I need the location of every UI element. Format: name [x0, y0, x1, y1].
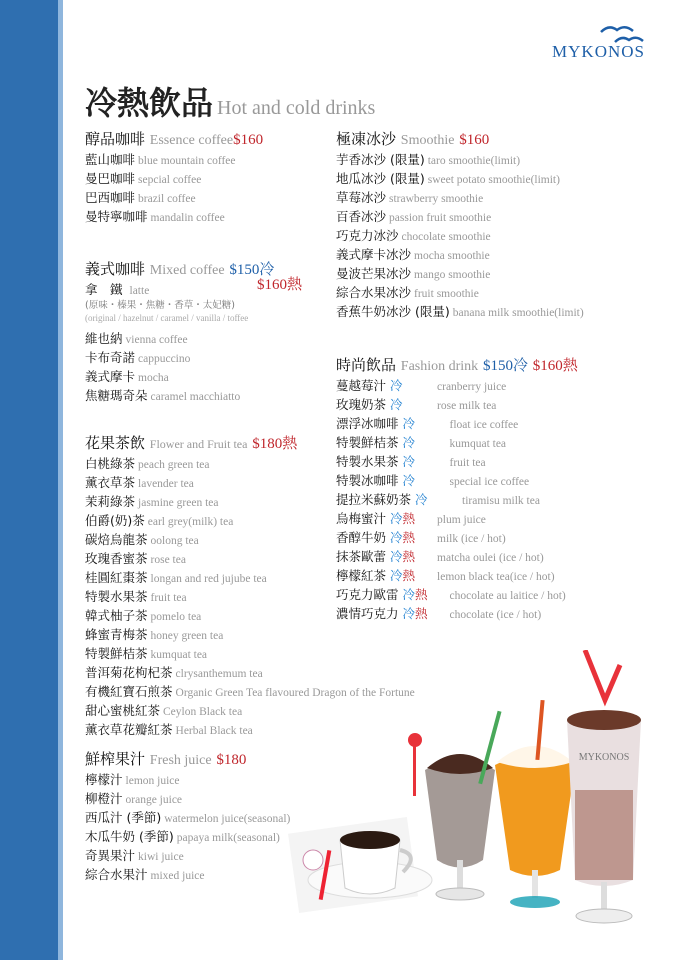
item-name-zh: 玫瑰香蜜茶 — [85, 551, 148, 566]
list-item — [336, 490, 656, 509]
cold-tag: 冷 — [402, 606, 416, 621]
item-name-en: rose tea — [150, 554, 186, 566]
item-name-zh: 提拉米蘇奶茶 — [336, 492, 412, 507]
temperature-tags — [403, 585, 447, 604]
section-price: $160 — [459, 132, 490, 148]
section-title-zh: 鮮榨果汁 — [85, 750, 146, 768]
list-item — [85, 329, 325, 348]
list-item — [85, 188, 325, 207]
item-name-zh: 維也納 — [85, 331, 123, 346]
page-title-en: Hot and cold drinks — [217, 97, 376, 119]
section-title-en: Fashion drink — [400, 359, 479, 374]
coffee-cup-illustration — [288, 817, 432, 913]
side-bar — [0, 0, 58, 960]
section-title-zh: 醇品咖啡 — [85, 130, 146, 148]
fashion-drink-section — [336, 354, 656, 623]
list-item — [336, 283, 656, 302]
item-name-zh: 木瓜牛奶 (季節) — [85, 829, 174, 844]
list-item — [336, 226, 656, 245]
list-item — [85, 150, 325, 169]
side-bar-stripe — [58, 0, 63, 960]
temperature-tags — [390, 566, 434, 585]
item-name-en: chocolate (ice / hot) — [449, 609, 542, 621]
hot-tag: 熱 — [402, 511, 416, 526]
item-name-zh: 特製水果茶 — [336, 454, 399, 469]
list-item — [85, 367, 325, 386]
cold-tag: 冷 — [402, 416, 416, 431]
menu-list — [85, 329, 325, 405]
list-item — [85, 587, 325, 606]
item-name-zh: 特製水果茶 — [85, 589, 148, 604]
item-name-zh: 普洱菊花枸杞茶 — [85, 665, 173, 680]
item-name-zh: 伯爵(奶)茶 — [85, 513, 145, 528]
item-name-zh: 義式摩卡冰沙 — [336, 247, 412, 262]
item-name-zh: 有機紅寶石煎茶 — [85, 684, 173, 699]
item-name-zh: 卡布奇諾 — [85, 350, 136, 365]
menu-list — [336, 376, 656, 623]
temperature-tags — [390, 528, 434, 547]
item-name-zh: 抹茶歐蕾 — [336, 549, 387, 564]
item-name-en: mocha smoothie — [414, 250, 490, 262]
cold-tag: 冷 — [415, 492, 428, 507]
item-name-en: blue mountain coffee — [138, 155, 236, 167]
temperature-tags — [390, 509, 434, 528]
item-name-zh: 白桃綠茶 — [85, 456, 136, 471]
item-name-en: taro smoothie(limit) — [427, 155, 521, 167]
item-name-en: vienna coffee — [125, 334, 188, 346]
item-name-en: milk (ice / hot) — [437, 533, 506, 545]
item-name-zh: 義式摩卡 — [85, 369, 136, 384]
list-item — [85, 207, 325, 226]
list-item — [85, 473, 325, 492]
item-name-en: mixed juice — [150, 870, 205, 882]
price-hot: $160熱 — [532, 358, 578, 374]
item-name-en: cranberry juice — [437, 381, 507, 393]
item-name-zh: 奇異果汁 — [85, 848, 136, 863]
item-name-zh: 蜂蜜青梅茶 — [85, 627, 148, 642]
cold-tag: 冷 — [390, 511, 403, 526]
brand-name: MYKONOS — [552, 42, 645, 61]
item-name-en: banana milk smoothie(limit) — [452, 307, 584, 319]
list-item — [85, 530, 325, 549]
item-name-en: mango smoothie — [414, 269, 491, 281]
list-item — [85, 492, 325, 511]
item-name-zh: 檸檬紅茶 — [336, 568, 387, 583]
cold-tag: 冷 — [402, 454, 416, 469]
item-name-zh: 巧克力歐雷 — [336, 587, 399, 602]
section-title-en: Fresh juice — [149, 753, 212, 768]
section-title-zh: 義式咖啡 — [85, 260, 146, 278]
temperature-tags — [403, 604, 447, 623]
item-name-zh: 茉莉綠茶 — [85, 494, 136, 509]
item-name-zh: 地瓜冰沙 (限量) — [336, 171, 425, 186]
item-name-en: chocolate au laitice / hot) — [449, 590, 566, 602]
list-item — [336, 150, 656, 169]
list-item — [85, 348, 325, 367]
list-item — [336, 452, 656, 471]
temperature-tags — [403, 452, 447, 471]
item-name-en: matcha oulei (ice / hot) — [437, 552, 544, 564]
list-item — [85, 386, 325, 405]
item-name-zh: 韓式柚子茶 — [85, 608, 148, 623]
item-name-en: plum juice — [437, 514, 486, 526]
list-item — [336, 585, 656, 604]
item-name-zh: 漂浮冰咖啡 — [336, 416, 399, 431]
list-item — [85, 625, 325, 644]
item-name-en: tiramisu milk tea — [462, 495, 540, 507]
item-name-zh: 特製鮮桔茶 — [85, 646, 148, 661]
section-header — [85, 432, 325, 454]
section-header — [336, 128, 656, 150]
price-hot: $160熱 — [257, 277, 303, 293]
item-name-en: fruit smoothie — [414, 288, 479, 300]
smoothie-section — [336, 128, 656, 321]
item-name-zh: 薰衣草茶 — [85, 475, 136, 490]
temperature-tags — [390, 376, 434, 395]
item-name-en: float ice coffee — [449, 419, 519, 431]
mixed-coffee-section — [85, 258, 325, 405]
item-name-zh: 碳焙烏龍茶 — [85, 532, 148, 547]
item-name-en: fruit tea — [449, 457, 486, 469]
section-title-zh: 時尚飲品 — [336, 356, 397, 374]
item-name-en: jasmine green tea — [138, 497, 219, 509]
page-title-zh: 冷熱飲品 — [85, 84, 214, 122]
list-item — [85, 568, 325, 587]
list-item — [85, 454, 325, 473]
brand-logo — [495, 22, 645, 62]
item-name-zh: 特製冰咖啡 — [336, 473, 399, 488]
cold-tag: 冷 — [390, 568, 403, 583]
item-name-en: lemon juice — [125, 775, 180, 787]
item-name-zh: 蔓越莓汁 — [336, 378, 387, 393]
item-name-zh: 桂圓紅棗茶 — [85, 570, 148, 585]
item-name-en: pomelo tea — [150, 611, 202, 623]
item-name-zh: 香蕉牛奶冰沙 (限量) — [336, 304, 450, 319]
cold-tag: 冷 — [390, 549, 403, 564]
cold-tag: 冷 — [402, 435, 416, 450]
essence-section — [85, 128, 325, 226]
hot-tag: 熱 — [402, 568, 416, 583]
price-cold: $150冷 — [229, 262, 275, 278]
menu-list — [85, 150, 325, 226]
item-name-en: papaya milk(seasonal) — [176, 832, 280, 844]
list-item — [336, 604, 656, 623]
item-name-en: kiwi juice — [138, 851, 184, 863]
item-name-zh: 拿 鐵 — [85, 282, 123, 297]
list-item — [336, 169, 656, 188]
list-item — [85, 606, 325, 625]
section-price: $180 — [216, 752, 247, 768]
temperature-tags — [403, 471, 447, 490]
temperature-tags — [390, 395, 434, 414]
item-name-zh: 巧克力冰沙 — [336, 228, 399, 243]
item-name-zh: 西瓜汁 (季節) — [85, 810, 162, 825]
item-name-en: oolong tea — [150, 535, 199, 547]
section-title-en: Smoothie — [400, 133, 455, 148]
item-name-en: earl grey(milk) tea — [147, 516, 234, 528]
list-item — [336, 509, 656, 528]
item-name-en: clrysanthemum tea — [175, 668, 263, 680]
item-name-zh: 香醇牛奶 — [336, 530, 387, 545]
latte-flavors-en: (original / hazelnut / caramel / vanilla / toffee — [85, 313, 249, 323]
mango-glass-illustration — [495, 700, 575, 908]
item-name-en: longan and red jujube tea — [150, 573, 267, 585]
item-name-en: Organic Green Tea flavoured Dragon of the Fortune — [175, 687, 415, 699]
section-price: $180熱 — [252, 436, 298, 452]
section-title-en: Essence coffee — [149, 133, 234, 148]
page-title — [85, 78, 375, 124]
hot-tag: 熱 — [415, 606, 428, 621]
item-name-en: special ice coffee — [449, 476, 530, 488]
item-name-en: passion fruit smoothie — [389, 212, 492, 224]
cocoa-glass-illustration — [567, 650, 641, 923]
item-name-zh: 草莓冰沙 — [336, 190, 387, 205]
section-title-zh: 花果茶飲 — [85, 434, 146, 452]
list-item — [85, 511, 325, 530]
hot-tag: 熱 — [415, 587, 428, 602]
item-name-en: latte — [129, 285, 150, 297]
item-name-zh: 巴西咖啡 — [85, 190, 136, 205]
list-item — [336, 264, 656, 283]
list-item — [336, 547, 656, 566]
item-name-en: lavender tea — [138, 478, 194, 490]
cold-tag: 冷 — [390, 530, 403, 545]
item-name-en: mandalin coffee — [150, 212, 225, 224]
hot-tag: 熱 — [402, 549, 416, 564]
item-name-en: kumquat tea — [449, 438, 507, 450]
list-item — [336, 207, 656, 226]
item-name-en: peach green tea — [138, 459, 210, 471]
drinks-photo — [285, 650, 670, 940]
cold-tag: 冷 — [402, 473, 416, 488]
item-name-zh: 甜心蜜桃紅茶 — [85, 703, 161, 718]
latte-flavors-zh: (原味・榛果・焦糖・香草・太妃糖) — [85, 300, 235, 311]
list-item — [336, 471, 656, 490]
item-name-en: chocolate smoothie — [401, 231, 491, 243]
item-name-en: sweet potato smoothie(limit) — [427, 174, 560, 186]
list-item — [336, 188, 656, 207]
item-name-zh: 芋香冰沙 (限量) — [336, 152, 425, 167]
list-item — [336, 566, 656, 585]
item-name-zh: 薰衣草花瓣紅茶 — [85, 722, 173, 737]
item-name-zh: 藍山咖啡 — [85, 152, 136, 167]
item-name-en: mocha — [138, 372, 169, 384]
list-item — [85, 549, 325, 568]
list-item — [336, 245, 656, 264]
section-header — [336, 354, 656, 376]
item-name-en: sepcial coffee — [138, 174, 202, 186]
list-item — [85, 277, 325, 299]
item-name-zh: 曼波芒果冰沙 — [336, 266, 412, 281]
section-header — [85, 128, 325, 150]
item-name-zh: 曼特寧咖啡 — [85, 209, 148, 224]
cold-tag: 冷 — [402, 587, 416, 602]
list-item — [336, 414, 656, 433]
item-name-en: Herbal Black tea — [175, 725, 253, 737]
list-item — [336, 528, 656, 547]
item-name-en: kumquat tea — [150, 649, 208, 661]
item-name-zh: 百香冰沙 — [336, 209, 387, 224]
item-name-en: orange juice — [125, 794, 183, 806]
section-title-en: Flower and Fruit tea — [149, 437, 248, 451]
item-name-zh: 特製鮮桔茶 — [336, 435, 399, 450]
price-cold: $150冷 — [482, 358, 528, 374]
item-name-en: honey green tea — [150, 630, 224, 642]
item-name-en: caramel macchiatto — [150, 391, 241, 403]
item-name-zh: 檸檬汁 — [85, 772, 123, 787]
list-item — [336, 395, 656, 414]
item-name-en: fruit tea — [150, 592, 187, 604]
glass-logo: MYKONOS — [578, 752, 630, 763]
section-title-en: Mixed coffee — [149, 263, 225, 278]
list-item — [336, 302, 656, 321]
item-name-zh: 綜合水果汁 — [85, 867, 148, 882]
temperature-tags — [403, 414, 447, 433]
list-item — [85, 169, 325, 188]
item-name-en: strawberry smoothie — [389, 193, 484, 205]
item-name-en: rose milk tea — [437, 400, 497, 412]
temperature-tags — [390, 547, 434, 566]
temperature-tags — [403, 433, 447, 452]
item-name-zh: 濃情巧克力 — [336, 606, 399, 621]
section-title-zh: 極凍冰沙 — [336, 130, 397, 148]
item-name-zh: 曼巴咖啡 — [85, 171, 136, 186]
item-name-en: brazil coffee — [138, 193, 196, 205]
item-name-zh: 綜合水果冰沙 — [336, 285, 412, 300]
item-name-zh: 玫瑰奶茶 — [336, 397, 387, 412]
cold-tag: 冷 — [390, 378, 403, 393]
hot-tag: 熱 — [402, 530, 416, 545]
item-name-zh: 烏梅蜜汁 — [336, 511, 387, 526]
item-name-zh: 柳橙汁 — [85, 791, 123, 806]
item-name-en: cappuccino — [138, 353, 191, 365]
item-name-en: watermelon juice(seasonal) — [164, 813, 291, 825]
section-price: $160 — [233, 132, 264, 148]
menu-list — [336, 150, 656, 321]
list-item — [336, 376, 656, 395]
item-name-en: Ceylon Black tea — [163, 706, 243, 718]
item-name-zh: 焦糖瑪奇朵 — [85, 388, 148, 403]
list-item — [336, 433, 656, 452]
item-name-en: lemon black tea(ice / hot) — [437, 571, 555, 583]
cold-tag: 冷 — [390, 397, 403, 412]
temperature-tags — [415, 490, 459, 509]
